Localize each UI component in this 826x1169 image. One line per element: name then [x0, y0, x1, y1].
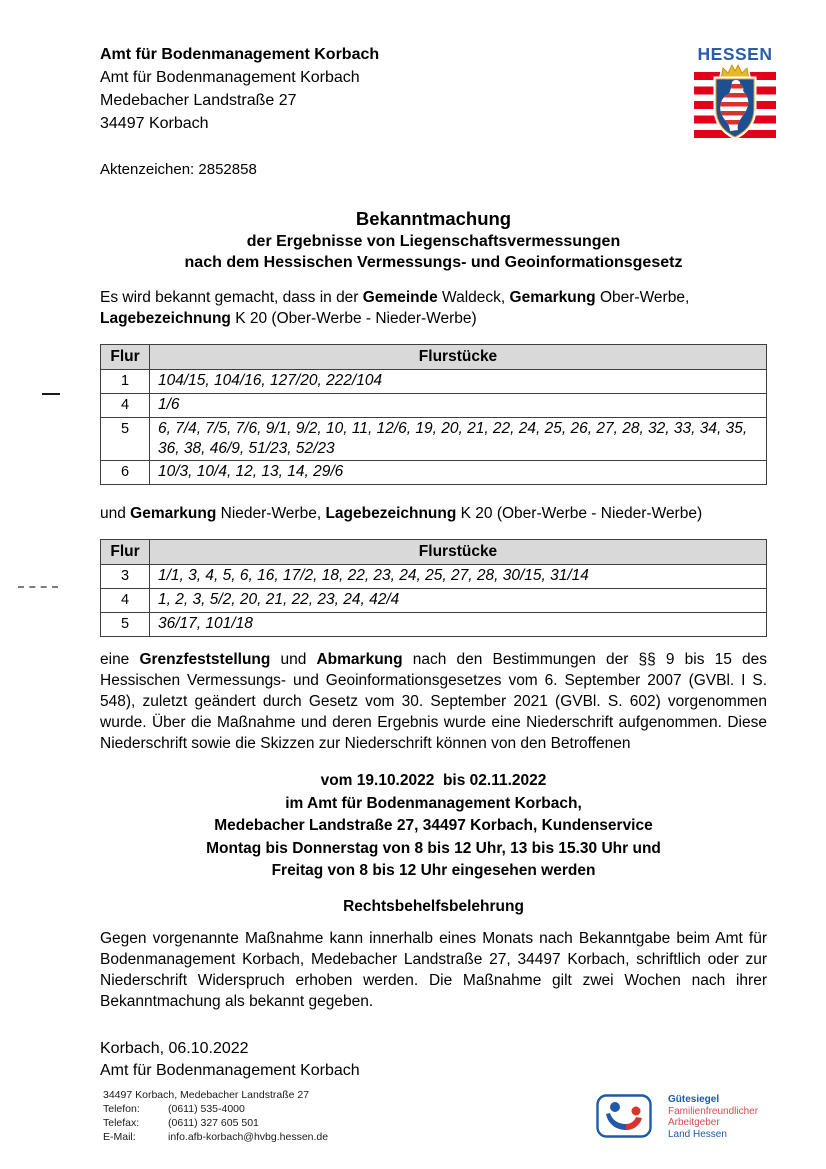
flur-cell: 5: [101, 418, 150, 461]
intro-text: K 20 (Ober-Werbe - Nieder-Werbe): [230, 310, 477, 327]
intro-bold-gemeinde: Gemeinde: [362, 289, 438, 306]
viewing-line-dates: vom 19.10.2022 bis 02.11.2022: [320, 772, 547, 789]
gemarkung2-paragraph: [100, 503, 767, 524]
flur-cell: 4: [101, 394, 150, 418]
table-row: [101, 589, 767, 613]
signature-name: Amt für Bodenmanagement Korbach: [100, 1062, 360, 1079]
sender-city: 34497 Korbach: [100, 115, 209, 132]
rechtsbehelf-heading: Rechtsbehelfsbelehrung: [343, 898, 524, 915]
fold-mark-top: [42, 393, 60, 395]
guetesiegel-logo-icon: [596, 1094, 652, 1138]
intro-text: Waldeck,: [437, 289, 510, 306]
footer-contact-label: E-Mail:: [103, 1131, 136, 1143]
table-row: [101, 394, 767, 418]
legal-text: und: [270, 651, 317, 668]
viewing-line-hours-1: Montag bis Donnerstag von 8 bis 12 Uhr, 13 bis 15.30 Uhr und: [206, 839, 661, 857]
guetesiegel-title: Gütesiegel: [668, 1094, 720, 1105]
aktenzeichen: Aktenzeichen: 2852858: [100, 161, 257, 178]
flurstuecke-cell: 1/1, 3, 4, 5, 6, 16, 17/2, 18, 22, 23, 24, 25, 27, 28, 30/15, 31/14: [150, 565, 767, 589]
rechtsbehelf-paragraph: Gegen vorgenannte Maßnahme kann innerhalb eines Monats nach Bekanntgabe beim Amt für Bodenmanagement Korbach, Medebacher Landstraße 27, 34497 Korbach, schriftlich oder zur Niederschrift Widerspruch erhoben werden. Die Maßnahme gilt zwei Wochen nach ihrer Bekanntmachung als bekannt gegeben.: [100, 930, 767, 1010]
footer-contact-value: info.afb-korbach@hvbg.hessen.de: [168, 1131, 329, 1143]
table-row: [101, 613, 767, 637]
flurstuecke-table-1: [100, 344, 767, 485]
col-header-flurstuecke: Flurstücke: [150, 345, 767, 370]
fold-mark-middle: [18, 586, 58, 588]
hessen-wordmark: HESSEN: [697, 44, 773, 64]
col-header-flur: Flur: [101, 345, 150, 370]
footer-contact-row: [103, 1102, 328, 1116]
flur-cell: 5: [101, 613, 150, 637]
page-subtitle-1: der Ergebnisse von Liegenschaftsvermessungen: [246, 233, 621, 250]
sender-line: Amt für Bodenmanagement Korbach: [100, 69, 360, 86]
table-header-row: [101, 540, 767, 565]
legal-paragraph: [100, 649, 767, 754]
table-row: [101, 418, 767, 461]
guetesiegel-line: Familienfreundlicher: [668, 1105, 759, 1117]
footer-contact-value: (0611) 535-4000: [168, 1103, 245, 1115]
intro-bold-lagebezeichnung: Lagebezeichnung: [100, 310, 231, 327]
guetesiegel-text-block: [668, 1094, 758, 1140]
legal-bold-abmarkung: Abmarkung: [316, 651, 403, 668]
flurstuecke-cell: 1, 2, 3, 5/2, 20, 21, 22, 23, 24, 42/4: [150, 589, 767, 613]
table-header-row: [101, 345, 767, 370]
flur-cell: 1: [101, 370, 150, 394]
legal-text: eine: [100, 651, 140, 668]
flurstuecke-cell: 104/15, 104/16, 127/20, 222/104: [150, 370, 767, 394]
gemarkung2-bold-lagebezeichnung: Lagebezeichnung: [325, 505, 457, 522]
flur-cell: 6: [101, 461, 150, 485]
table-row: [101, 370, 767, 394]
intro-text: Es wird bekannt gemacht, dass in der: [100, 289, 363, 306]
table-row: [101, 461, 767, 485]
footer-contact-label: Telefax:: [103, 1117, 140, 1129]
footer-contact-value: (0611) 327 605 501: [168, 1117, 259, 1129]
intro-bold-gemarkung: Gemarkung: [509, 289, 596, 306]
guetesiegel-line: Land Hessen: [668, 1128, 727, 1140]
flurstuecke-cell: 36/17, 101/18: [150, 613, 767, 637]
page-title: Bekanntmachung: [355, 208, 512, 229]
gemarkung2-text: Nieder-Werbe,: [216, 505, 326, 522]
viewing-line-address: Medebacher Landstraße 27, 34497 Korbach, Kundenservice: [214, 817, 653, 834]
flurstuecke-table-2: [100, 539, 767, 637]
intro-paragraph: [100, 287, 767, 329]
viewing-line-hours-2: Freitag von 8 bis 12 Uhr eingesehen werden: [271, 862, 596, 879]
gemarkung2-bold-gemarkung: Gemarkung: [130, 505, 217, 522]
legal-text: nach den Bestimmungen der §§ 9 bis 15 des Hessischen Vermessungs- und Geoinformationsgesetzes vom 6. September 2007 (GVBl. I S. 548), zuletzt geändert durch Gesetz vom 30. September 2021 (GVBl. S. 602) vorgenommen wurde. Über die Maßnahme und deren Ergebnis wurde eine Niederschrift aufgenommen. Diese Niederschrift sowie die Skizzen zur Niederschrift können von den Betroffenen: [100, 651, 767, 752]
gemarkung2-text: K 20 (Ober-Werbe - Nieder-Werbe): [456, 505, 703, 522]
signature-place-date: Korbach, 06.10.2022: [100, 1040, 249, 1057]
document-title-block: [100, 206, 767, 273]
flurstuecke-cell: 6, 7/4, 7/5, 7/6, 9/1, 9/2, 10, 11, 12/6, 19, 20, 21, 22, 24, 25, 26, 27, 28, 32, 33, 34, 35, 36, 38, 46/9, 51/23, 52/23: [150, 418, 767, 461]
col-header-flur: Flur: [101, 540, 150, 565]
flurstuecke-cell: 10/3, 10/4, 12, 13, 14, 29/6: [150, 461, 767, 485]
hessen-shield-icon: [714, 78, 758, 138]
flur-cell: 4: [101, 589, 150, 613]
sender-name: Amt für Bodenmanagement Korbach: [100, 46, 380, 63]
footer-contact-row: [103, 1130, 328, 1144]
footer-contact-block: [103, 1088, 328, 1144]
footer-contact-row: [103, 1116, 328, 1130]
page-subtitle-2: nach dem Hessischen Vermessungs- und Geoinformationsgesetz: [184, 254, 683, 271]
hessen-coat-of-arms-icon: [694, 44, 776, 147]
footer-contact-label: Telefon:: [103, 1103, 140, 1115]
hessen-logo: [694, 44, 776, 147]
viewing-schedule: [100, 770, 767, 883]
flur-cell: 3: [101, 565, 150, 589]
flurstuecke-cell: 1/6: [150, 394, 767, 418]
signature-block: [100, 1038, 360, 1082]
guetesiegel-line: Arbeitgeber: [668, 1117, 720, 1128]
viewing-line-office: im Amt für Bodenmanagement Korbach,: [285, 794, 582, 812]
table-row: [101, 565, 767, 589]
sender-block: [100, 43, 379, 135]
legal-bold-grenzfeststellung: Grenzfeststellung: [139, 651, 271, 668]
footer-address: 34497 Korbach, Medebacher Landstraße 27: [103, 1089, 310, 1101]
gemarkung2-text: und: [100, 505, 131, 522]
intro-text: Ober-Werbe,: [595, 289, 690, 306]
sender-street: Medebacher Landstraße 27: [100, 92, 297, 109]
col-header-flurstuecke: Flurstücke: [150, 540, 767, 565]
